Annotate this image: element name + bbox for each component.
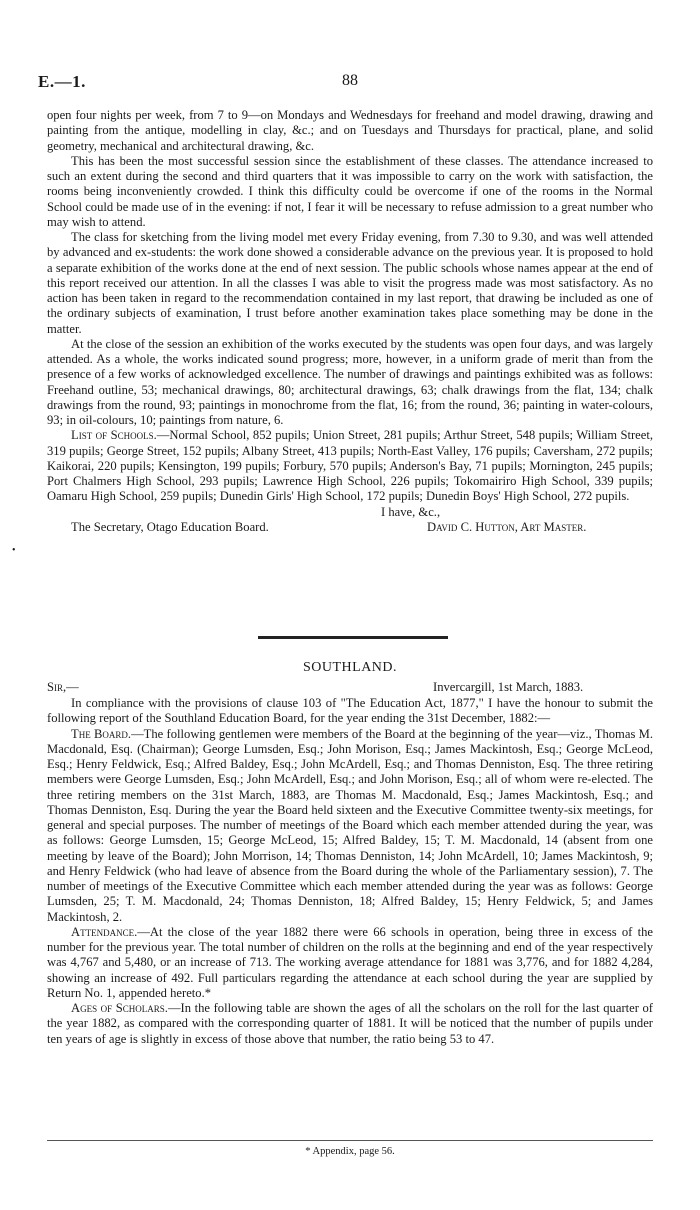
footnote-rule [47,1140,653,1141]
section-lead: Attendance. [71,924,138,939]
section-lead: List of Schools. [71,428,157,443]
paragraph [47,1001,653,1047]
paragraph [47,727,653,925]
southland-report-section [47,680,653,1047]
paragraph: In compliance with the provisions of clause 103 of "The Education Act, 1877," I have the honour to submit the following report of the Southland Education Board, for the year ending the 31st December, 1882:— [47,696,653,726]
document-reference: E.—1. [38,72,86,91]
salutation-line [47,680,653,696]
paragraph: At the close of the session an exhibition of the works executed by the students was open four days, and was largely attended. As a whole, the works indicated sound progress; more, however, in a uniform grade of merit than from the presence of a few works of acknowledged excellence. The number of drawings and paintings exhibited was as follows: Freehand outline, 53; mechanical drawings, 80; architectural drawings, 63; chalk drawings from the flat, 134; chalk drawings from the round, 93; paintings in monochrome from the flat, 16; from the round, 36; painting in water-colours, 93; in oil-colours, 10; paintings from nature, 6. [47,336,653,427]
paragraph: open four nights per week, from 7 to 9—on Mondays and Wednesdays for freehand and model drawing, drawing and painting from the antique, modelling in clay, &c.; and on Tuesdays and Thursdays for practical, plane, and solid geometry, mechanical and architectural drawing, &c. [47,108,653,153]
signature-block [47,505,653,535]
paragraph-text: —Normal School, 852 pupils; Union Street, 281 pupils; Arthur Street, 548 pupils; William Street, 319 pupils; George Street, 152 pupils; Albany Street, 413 pupils; North-East Valley, 176 pupils; Caversham, 272 pupils; Kaikorai, 220 pupils; Kensington, 199 pupils; Forbury, 570 pupils; Anderson's Bay, 71 pupils; Mornington, 245 pupils; Port Chalmers High School, 293 pupils; Lawrence High School, 226 pupils; Tokomairiro High School, 339 pupils; Oamaru High School, 259 pupils; Dunedin Girls' High School, 172 pupils; Dunedin Boys' High School, 272 pupils. [47,428,653,504]
section-divider [258,636,448,639]
paragraph [47,925,653,1001]
page-number: 88 [342,72,358,89]
paragraph [47,428,653,504]
paragraph-text: —The following gentlemen were members of the Board at the beginning of the year—viz., Thomas M. Macdonald, Esq. (Chairman); George Lumsden, Esq.; John Morison, Esq.; James Mackintosh, Esq.; George McLeod, Esq.; Henry Feldwick, Esq.; Alfred Baldey, Esq.; John McArdell, Esq.; and Thomas Denniston, Esq. The three retiring members were George Lumsden, Esq.; John McArdell, Esq.; and John Morison, Esq.; all of whom were re-elected. The three retiring members on the 31st March, 1883, are Thomas M. Macdonald, Esq.; James Mackintosh, Esq.; and Thomas Denniston, Esq. During the year the Board held sixteen and the Executive Committee twenty-six meetings, for general and special purposes. The number of meetings of the Board which each member attended during the year, was as follows: George Lumsden, 15; George McLeod, 15; Alfred Baldey, 15; T. M. Macdonald, 14 (absent from one meeting by leave of the Board); John Morrison, 14; Thomas Denniston, 14; John McArdell, 10; James Mackintosh, 9; and Henry Feldwick (who had leave of absence from the Board during the whole of the Parliamentary session), 7. The number of meetings of the Executive Committee which each member attended during the year was as follows: George Lumsden, 25; T. M. Macdonald, 24; Thomas Denniston, 18; Alfred Baldey, 15; Henry Feldwick, 5; and James Mackintosh, 2. [47,726,654,924]
addressee: The Secretary, Otago Education Board. [71,519,269,534]
paragraph-text: —In the following table are shown the ages of all the scholars on the roll for the last quarter of the year 1882, as compared with the corresponding quarter of 1881. It will be noticed that the number of pupils under ten years of age is slightly in excess of those above that number, the ratio being 53 to 47. [47,1001,654,1046]
paragraph: This has been the most successful session since the establishment of these classes. The attendance increased to such an extent during the second and third quarters that it was impossible to carry on the work with satisfaction, the rooms being inconveniently crowded. I think this difficulty could be overcome if one of the rooms in the Normal School could be made use of in the evening: if not, I fear it will be necessary to refuse admission to a great number who may wish to attend. [47,153,653,229]
salutation: Sir,— [47,680,79,694]
place-date: Invercargill, 1st March, 1883. [433,680,584,694]
section-lead: Ages of Scholars. [71,1001,168,1015]
paragraph-text: —At the close of the year 1882 there were 66 schools in operation, being three in excess of the number for the previous year. The total number of children on the rolls at the beginning and end of the year respectively was 4,767 and 5,480, or an increase of 713. The working average attendance for 1881 was 3,776, and for 1882 4,284, showing an increase of 492. Full particulars regarding the attendance at each school during the year are supplied by Return No. 1, appended hereto.* [47,924,653,1000]
section-title: SOUTHLAND. [302,660,398,675]
paragraph: The class for sketching from the living model met every Friday evening, from 7.30 to 9.30, and was well attended by advanced and ex-students: the work done showed a considerable advance on the previous year. It is proposed to hold a separate exhibition of the works done at the end of next session. The public schools whose names appear at the end of this report received our attention. In all the classes I was able to visit the progress made was most satisfactory. As no action has been taken in regard to the recommendation contained in my last report, that drawing be included as one of the ordinary subjects of examination, I trust before another examination takes place something may be done in the matter. [47,230,653,336]
footnote: * Appendix, page 56. [305,1146,395,1157]
otago-report-section [47,108,653,535]
closing: I have, &c., [381,504,441,519]
margin-mark: • [12,545,16,556]
signature: David C. Hutton, Art Master. [427,519,587,534]
section-lead: The Board. [71,726,132,741]
